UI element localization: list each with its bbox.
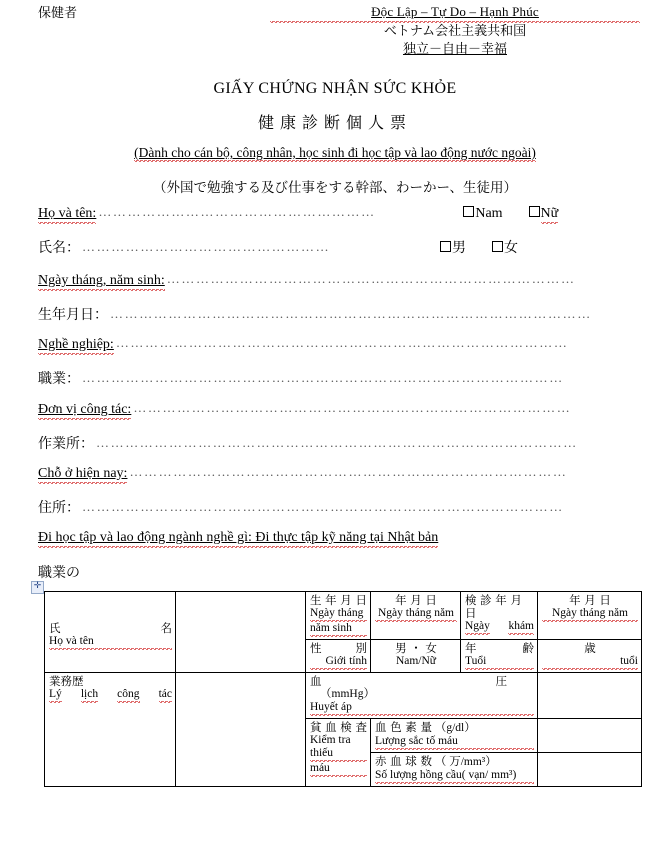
table-cell-exam-date-value[interactable] [538,592,642,640]
exam-label-ja: 検 診 年 月 日 [465,593,522,620]
table-cell-name-label[interactable] [45,592,176,673]
exam-label-vi [465,620,534,635]
table-cell-name-value[interactable] [176,592,306,673]
bp-unit: （mmHg） [320,688,375,700]
table-cell-hemoglobin-label[interactable] [371,719,538,753]
field-label-workplace-vi: Đơn vị công tác: [38,402,131,420]
field-label-address-vi: Chỗ ở hiện nay: [38,466,127,484]
age-label-vi: Tuổi [465,655,534,670]
work-history-vi-3: công [117,688,139,703]
page-title-japanese: 健康診断個人票 [257,113,412,132]
work-history-vi-2: lịch [81,688,98,703]
table-cell-dob-value[interactable] [371,592,461,640]
field-dots-dob-vi[interactable]: ………………………………………………………………………… [166,271,576,286]
age-value-ja: 歳 [584,641,596,655]
dob-label-vi-1: Ngày tháng [310,607,367,622]
rbc-label-line [375,755,534,769]
age-ja-right: 齢 [522,641,534,655]
field-gender-options-vi [463,206,558,224]
table-cell-hemoglobin-value[interactable] [538,719,642,753]
field-label-occupation-vi: Nghề nghiệp: [38,337,114,355]
checkbox-label-male-ja: 男 [452,240,466,256]
sex-label-vi: Giới tính [310,655,367,670]
sex-ja-right: 別 [355,641,367,655]
bp-label-ja [310,675,507,688]
field-row-dob-ja [38,304,646,326]
dob-value-vi: Ngày tháng năm [375,607,457,622]
work-history-vi-1: Lý [49,688,62,703]
rbc-unit: （ 万/mm³） [434,756,497,768]
table-cell-age-label[interactable] [461,640,538,673]
checkbox-box-icon[interactable] [529,206,540,217]
field-row-full-name-vi [38,205,646,227]
exam-value-ja: 年 月 日 [569,593,611,607]
table-cell-rbc-value[interactable] [538,753,642,787]
hb-ja: 血 色 素 量 [375,720,432,734]
field-label-occupation-ja: 職業： [38,371,80,387]
page-subtitle-vietnamese [0,145,670,161]
field-label-purpose-vi: Đi học tập và lao động ngành nghề gì: Đi thực tập kỹ năng tại Nhật bản [38,530,438,548]
field-label-full-name-ja: 氏名： [38,240,80,256]
header-health-authority-label: 保健者 [38,6,78,21]
table-cell-blood-pressure-label[interactable] [306,673,538,719]
checkbox-box-icon[interactable] [440,241,451,252]
field-dots-occupation-ja[interactable]: ……………………………………………………………………………………… [82,370,564,385]
checkbox-box-icon[interactable] [492,241,503,252]
table-cell-age-value[interactable] [538,640,642,673]
field-dots-full-name-vi[interactable]: ………………………………………………… [98,204,376,219]
field-row-address-ja [38,497,646,519]
sex-value-vi: Nam/Nữ [395,655,437,667]
field-label-purpose-ja: 職業の [38,565,80,581]
anemia-ja: 貧 血 検 査 [310,720,367,734]
table-cell-name-ja [49,622,172,635]
bp-ja-right: 圧 [495,674,508,688]
hb-label-line [375,721,534,735]
field-row-full-name-ja [38,237,646,259]
field-row-occupation-ja [38,368,646,390]
header-national-motto-vi: Độc Lập – Tự Do – Hạnh Phúc [270,3,640,23]
field-dots-workplace-vi[interactable]: ……………………………………………………………………………… [133,400,572,415]
dob-value-ja: 年 月 日 [395,593,437,607]
age-label-ja [465,642,534,655]
name-ja-right: 名 [160,621,172,635]
health-record-table [44,591,642,787]
hb-unit: （g/dl） [434,722,476,734]
field-dots-workplace-ja[interactable]: ……………………………………………………………………………………… [96,435,578,450]
sex-label-ja [310,642,367,655]
table-cell-dob-label[interactable] [306,592,371,640]
table-cell-exam-date-label[interactable] [461,592,538,640]
field-row-dob-vi [38,272,646,294]
table-row-identity [45,592,642,640]
table-cell-sex-value[interactable] [371,640,461,673]
field-label-full-name-vi: Họ và tên: [38,206,96,224]
field-label-dob-ja: 生年月日： [38,307,108,323]
rbc-ja: 赤 血 球 数 [375,754,432,768]
sex-value-ja: 男 ・ 女 [395,641,437,655]
checkbox-male-vi[interactable] [463,206,502,222]
header-right-block [270,3,640,59]
field-gender-options-ja [440,237,518,257]
page-subtitle-vietnamese-text: (Dành cho cán bộ, công nhân, học sinh đi học tập và lao động nước ngoài) [134,145,536,160]
checkbox-female-vi[interactable] [529,206,559,224]
field-row-purpose-ja [38,562,646,584]
anemia-vi-1: Kiểm tra thiếu [310,734,367,762]
table-cell-rbc-label[interactable] [371,753,538,787]
dob-label-vi-2: năm sinh [310,622,367,637]
work-history-vi-4: tác [159,688,172,703]
exam-label-vi-1: Ngày [465,620,490,635]
checkbox-label-male-vi: Nam [475,206,503,221]
age-value-vi: tuổi [542,655,638,670]
table-cell-work-history-label[interactable] [45,673,176,787]
field-dots-full-name-ja[interactable]: …………………………………………… [82,239,331,254]
table-cell-work-history-value[interactable] [176,673,306,787]
checkbox-label-female-ja: 女 [504,240,518,256]
hb-vi: Lượng sắc tố máu [375,735,534,750]
table-cell-anemia-label[interactable] [306,719,371,787]
table-cell-sex-label[interactable] [306,640,371,673]
table-move-handle-icon[interactable]: ✛ [31,581,44,594]
dob-label-ja: 生 年 月 日 [310,593,367,607]
anemia-vi-2: máu [310,762,367,777]
field-row-workplace-ja [38,433,646,455]
table-row-work-history-bp [45,673,642,719]
page-subtitle-japanese: （外国で勉強する及び仕事をする幹部、わーかー、生徒用） [153,180,517,196]
bp-vi: Huyết áp [310,701,534,716]
field-dots-address-ja[interactable]: ……………………………………………………………………………………… [82,499,564,514]
name-ja-left: 氏 [49,621,61,635]
field-label-workplace-ja: 作業所： [38,436,94,452]
header-left-label [38,4,77,22]
table-cell-name-vi: Họ và tên [49,635,172,650]
bp-ja-left: 血 [310,674,322,688]
field-dots-dob-ja[interactable]: ……………………………………………………………………………………… [110,306,592,321]
work-history-ja: 業務歴 [49,674,84,688]
page-title-vietnamese: GIẤY CHỨNG NHẬN SỨC KHỎE [213,80,457,97]
table-cell-blood-pressure-value[interactable] [538,673,642,719]
field-dots-occupation-vi[interactable]: ………………………………………………………………………………… [115,335,569,350]
work-history-vi [49,688,172,703]
age-ja-left: 年 [465,641,477,655]
field-label-address-ja: 住所： [38,500,80,516]
checkbox-label-female-vi: Nữ [541,206,559,224]
field-dots-address-vi[interactable]: ……………………………………………………………………………… [129,464,568,479]
checkbox-male-ja[interactable] [440,237,466,257]
checkbox-female-ja[interactable] [492,237,518,257]
rbc-vi: Số lượng hồng cầu( vạn/ mm³) [375,769,534,784]
field-label-dob-vi: Ngày tháng, năm sinh: [38,273,165,291]
field-row-purpose-vi [38,530,646,552]
field-row-address-vi [38,465,646,487]
header-country-name-ja: ベトナム会社主義共和国 [383,24,527,39]
header-national-motto-ja: 独立－自由－幸福 [402,42,507,57]
checkbox-box-icon[interactable] [463,206,474,217]
field-row-workplace-vi [38,401,646,423]
sex-ja-left: 性 [310,641,322,655]
exam-label-vi-2: khám [508,620,534,635]
field-row-occupation-vi [38,336,646,358]
exam-value-vi: Ngày tháng năm [542,607,638,622]
